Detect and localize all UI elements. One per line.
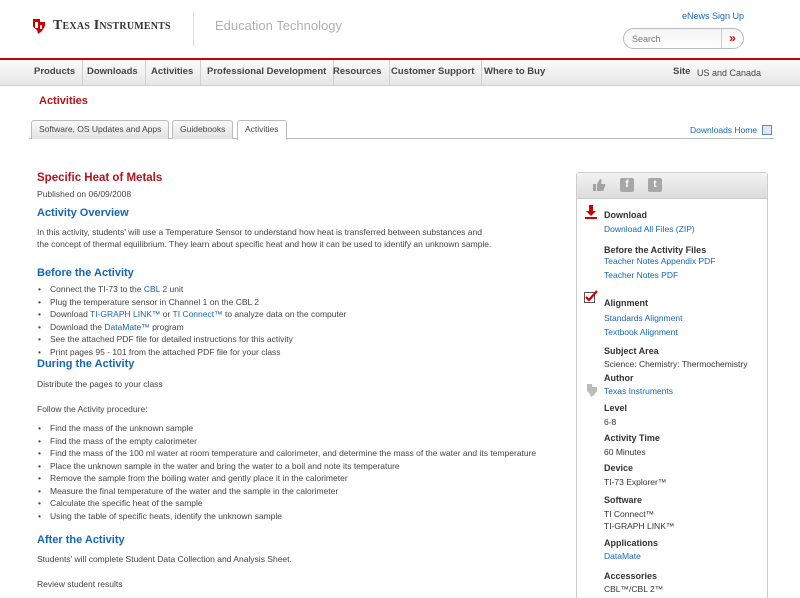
ti-logo-icon [31, 17, 47, 35]
list-item: • Plug the temperature sensor in Channel 1 on the CBL 2 [37, 296, 547, 309]
like-icon[interactable] [592, 178, 606, 192]
standards-alignment-link[interactable]: Standards Alignment [604, 313, 683, 323]
tab-software-os-updates[interactable]: Software, OS Updates and Apps [31, 120, 169, 139]
list-item: • See the attached PDF file for detailed instructions for this activity [37, 333, 547, 346]
after-text-2: Review student results [37, 579, 123, 589]
author-label: Author [604, 373, 634, 383]
list-item: • Print pages 95 - 101 from the attached PDF file for your class [37, 346, 547, 359]
after-heading: After the Activity [37, 534, 125, 546]
level-label: Level [604, 403, 628, 413]
download-all-zip-link[interactable]: Download All Files (ZIP) [604, 224, 695, 234]
list-item: • Download TI-GRAPH LINK™ or TI Connect™ to analyze data on the computer [37, 308, 547, 321]
overview-heading: Activity Overview [37, 207, 129, 219]
download-label: Download [604, 210, 647, 220]
software-value-2: TI-GRAPH LINK™ [604, 521, 675, 531]
during-list [37, 422, 537, 522]
activity-time-label: Activity Time [604, 433, 660, 443]
search-button[interactable]: » [721, 29, 743, 48]
software-label: Software [604, 495, 643, 505]
activity-sidebar [576, 172, 768, 598]
author-link[interactable]: Texas Instruments [604, 386, 673, 396]
ti-connect-link[interactable]: TI Connect™ [172, 309, 223, 319]
nav-item-resources[interactable]: Resources [326, 60, 390, 86]
list-item: • Measure the final temperature of the water and the sample in the calorimeter [37, 485, 537, 498]
list-item: • Remove the sample from the boiling water and gently place it in the calorimeter [37, 472, 537, 485]
datamate-app-link[interactable]: DataMate [604, 551, 641, 561]
author-icon [584, 383, 600, 397]
ti-graph-link-link[interactable]: TI-GRAPH LINK™ [90, 309, 161, 319]
download-icon [584, 205, 598, 219]
list-item: • Place the unknown sample in the water and bring the water to a boil and note its temperature [37, 460, 537, 473]
site-selector[interactable]: US and Canada [697, 68, 762, 78]
after-text-1: Students' will complete Student Data Collection and Analysis Sheet. [37, 554, 292, 564]
facebook-icon[interactable]: f [620, 178, 634, 192]
site-header [0, 0, 800, 58]
nav-item-products[interactable]: Products [27, 60, 83, 86]
nav-item-downloads[interactable]: Downloads [80, 60, 146, 86]
software-value-1: TI Connect™ [604, 509, 655, 519]
activity-title: Specific Heat of Metals [37, 172, 163, 184]
list-item: • Find the mass of the 100 ml water at room temperature and calorimeter, and determine the mass of the water and its temperature [37, 447, 537, 460]
textbook-alignment-link[interactable]: Textbook Alignment [604, 327, 678, 337]
overview-text-line-2: the concept of thermal equilibrium. They learn about specific heat and how it can be used to identify an unknown sample. [37, 239, 492, 249]
brand-name: Texas Instruments [53, 18, 171, 33]
tab-activities[interactable]: Activities [237, 120, 287, 140]
section-title: Education Technology [215, 18, 342, 33]
enews-signup-link[interactable]: eNews Sign Up [681, 11, 744, 21]
list-item: • Using the table of specific heats, identify the unknown sample [37, 510, 537, 523]
teacher-notes-appendix-link[interactable]: Teacher Notes Appendix PDF [604, 256, 716, 266]
ti-logo[interactable] [31, 17, 171, 35]
subject-area-label: Subject Area [604, 346, 659, 356]
list-item: • Find the mass of the unknown sample [37, 422, 537, 435]
accessories-label: Accessories [604, 571, 658, 581]
during-heading: During the Activity [37, 358, 135, 370]
tab-bar [29, 119, 774, 139]
activity-time-value: 60 Minutes [604, 447, 646, 457]
alignment-check-icon [584, 290, 598, 304]
during-text-1: Distribute the pages to your class [37, 379, 163, 389]
level-value: 6-8 [604, 417, 617, 427]
before-files-label: Before the Activity Files [604, 245, 707, 255]
cbl2-link[interactable]: CBL 2 [143, 284, 168, 294]
page-title: Activities [39, 95, 88, 107]
during-text-2: Follow the Activity procedure: [37, 404, 148, 414]
share-bar [577, 173, 767, 199]
list-item: • Calculate the specific heat of the sample [37, 497, 537, 510]
overview-text-line-1: In this activity, students' will use a Temperature Sensor to understand how heat is transferred between substances and [37, 227, 482, 237]
downloads-home-link[interactable]: Downloads Home [690, 125, 758, 135]
twitter-icon[interactable]: t [648, 178, 662, 192]
header-divider [193, 12, 194, 46]
nav-item-customer-support[interactable]: Customer Support [384, 60, 482, 86]
device-value: TI-73 Explorer™ [604, 477, 667, 487]
alignment-label: Alignment [604, 298, 648, 308]
nav-item-professional-development[interactable]: Professional Development [200, 60, 334, 86]
published-date: Published on 06/09/2008 [37, 189, 132, 199]
site-label: Site [673, 66, 691, 77]
device-label: Device [604, 463, 634, 473]
list-item: • Connect the TI-73 to the CBL 2 unit [37, 283, 547, 296]
applications-label: Applications [604, 538, 659, 548]
nav-item-where-to-buy[interactable]: Where to Buy [484, 66, 546, 77]
search-box [623, 28, 744, 49]
list-item: • Download the DataMate™ program [37, 321, 547, 334]
search-input[interactable] [624, 34, 719, 44]
list-item: • Find the mass of the empty calorimeter [37, 435, 537, 448]
main-nav [0, 58, 800, 86]
before-heading: Before the Activity [37, 267, 134, 279]
home-icon[interactable] [762, 125, 772, 135]
accessories-value: CBL™/CBL 2™ [604, 584, 664, 594]
datamate-link[interactable]: DataMate™ [104, 321, 150, 332]
tab-guidebooks[interactable]: Guidebooks [172, 120, 233, 139]
before-list [37, 283, 547, 358]
teacher-notes-pdf-link[interactable]: Teacher Notes PDF [604, 270, 679, 280]
subject-area-value: Science: Chemistry: Thermochemistry [604, 359, 748, 369]
nav-item-activities[interactable]: Activities [144, 60, 201, 86]
